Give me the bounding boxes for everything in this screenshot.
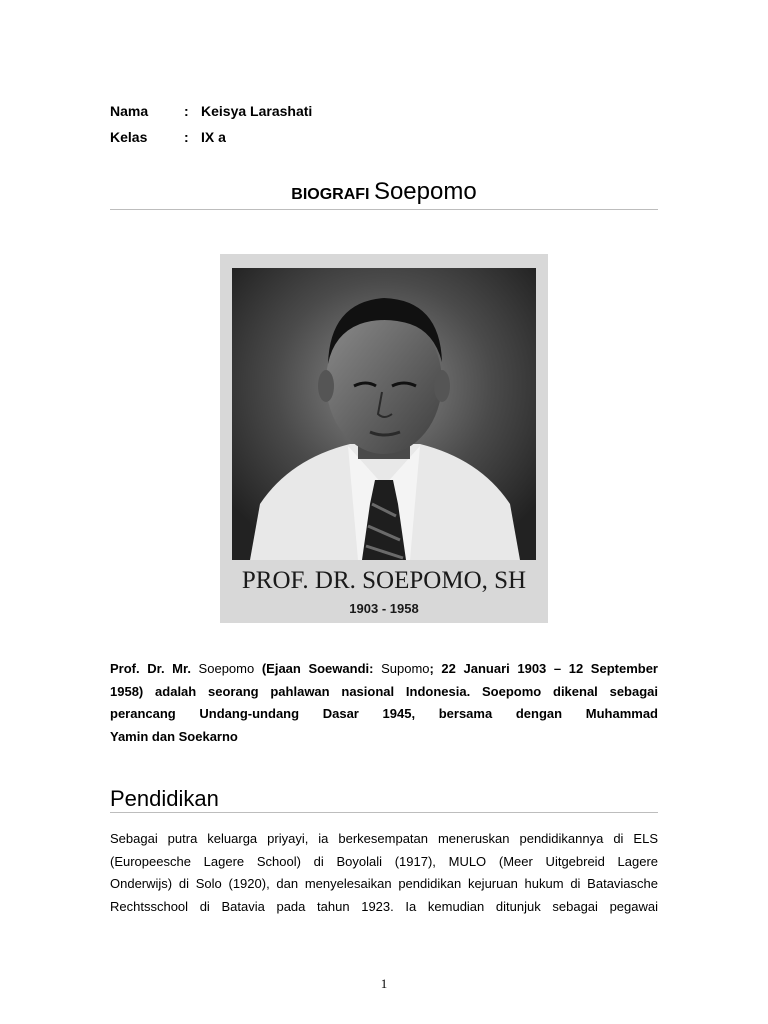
portrait-years: 1903 - 1958 xyxy=(349,601,419,616)
class-value: IX a xyxy=(201,129,226,145)
intro-line-1 xyxy=(110,658,658,681)
name-value: Keisya Larashati xyxy=(201,103,313,119)
intro-line-4: Yamin dan Soekarno xyxy=(110,728,238,744)
intro-line-2: 1958) adalah seorang pahlawan nasional Indonesia. Soepomo dikenal sebagai xyxy=(110,683,658,699)
intro-dates: ; 22 Januari 1903 – 12 September xyxy=(429,661,658,676)
education-line: Onderwijs) di Solo (1920), dan menyelesaikan pendidikan kejuruan hukum di Bataviasche xyxy=(110,876,658,891)
portrait-image xyxy=(220,254,548,623)
section-heading: Pendidikan xyxy=(110,786,219,811)
title-prefix: BIOGRAFI xyxy=(291,186,370,203)
title-name: Soepomo xyxy=(373,178,477,205)
page-title xyxy=(110,178,658,206)
intro-spelling-label: (Ejaan Soewandi: xyxy=(261,661,374,676)
education-paragraph xyxy=(110,828,658,918)
section-divider xyxy=(110,812,658,813)
education-line: Sebagai putra keluarga priyayi, ia berkesempatan meneruskan pendidikannya di ELS xyxy=(110,831,658,846)
intro-name: Soepomo xyxy=(190,661,262,676)
intro-title: Prof. Dr. Mr. xyxy=(110,661,191,676)
class-label: Kelas xyxy=(110,129,148,145)
class-colon: : xyxy=(184,129,189,145)
intro-line-3: perancang Undang-undang Dasar 1945, bersama dengan Muhammad xyxy=(110,706,658,721)
title-divider xyxy=(110,209,658,210)
name-label: Nama xyxy=(110,103,149,119)
education-line: (Europeesche Lagere School) di Boyolali (1917), MULO (Meer Uitgebreid Lagere xyxy=(110,853,658,869)
portrait-caption: PROF. DR. SOEPOMO, SH xyxy=(241,567,527,594)
page-number: 1 xyxy=(380,976,388,991)
education-line: Rechtsschool di Batavia pada tahun 1923. Ia kemudian ditunjuk sebagai pegawai xyxy=(110,898,658,914)
name-colon: : xyxy=(184,103,189,119)
intro-spelling: Supomo xyxy=(373,661,430,676)
intro-paragraph xyxy=(110,658,658,748)
